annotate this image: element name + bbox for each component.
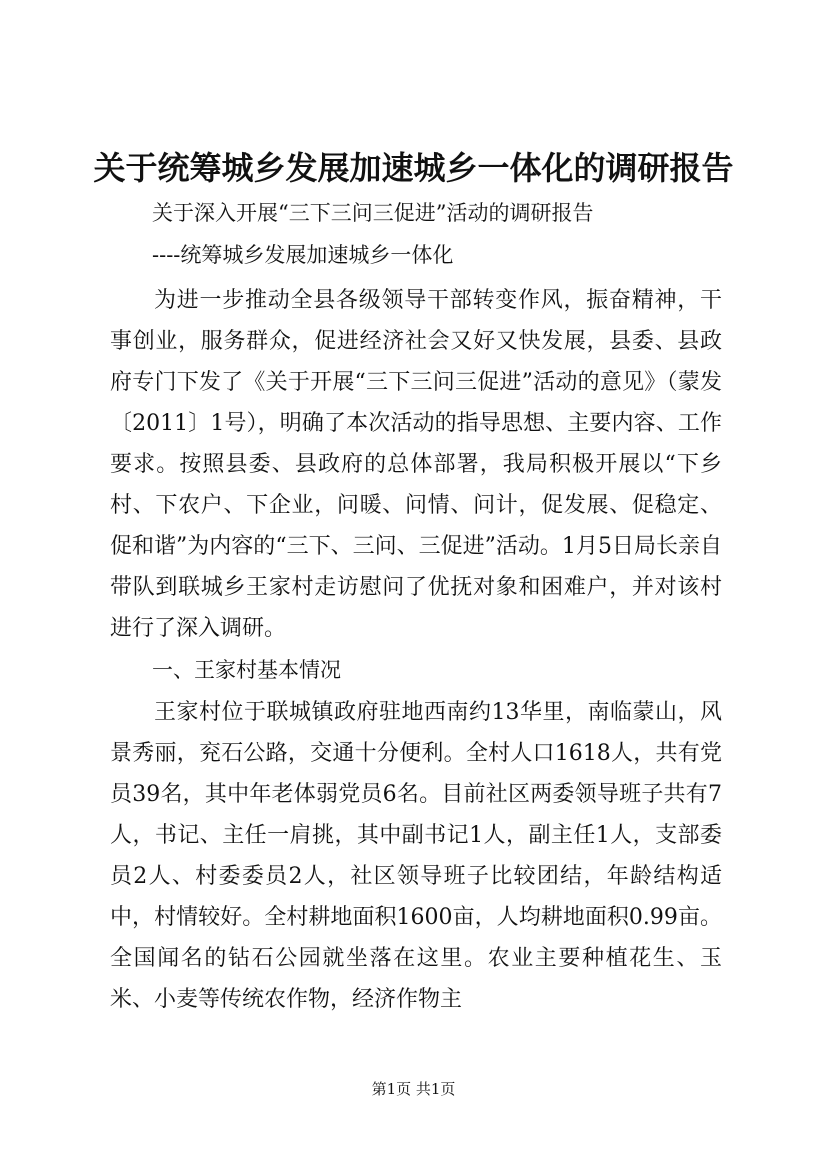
page-footer: 第1页 共1页	[371, 1080, 456, 1098]
document-subtitle-2: ----统筹城乡发展加速城乡一体化	[152, 243, 454, 267]
paragraph-intro: 为进一步推动全县各级领导干部转变作风，振奋精神，干事创业，服务群众，促进经济社会又好又快发展，县委、县政府专门下发了《关于开展“三下三问三促进”活动的意见》（蒙发〔2011〕1号），明确了本次活动的指导思想、主要内容、工作要求。按照县委、县政府的总体部署，我局积极开展以“下乡村、下农户、下企业，问暖、问情、问计，促发展、促稳定、促和谐”为内容的“三下、三问、三促进”活动。1月5日局长亲自带队到联城乡王家村走访慰问了优抚对象和困难户，并对该村进行了深入调研。	[110, 288, 722, 641]
document-subtitle: 关于深入开展“三下三问三促进”活动的调研报告	[152, 201, 594, 225]
paragraph-basic-info: 王家村位于联城镇政府驻地西南约13华里，南临蒙山，风景秀丽，兖石公路，交通十分便利。全村人口1618人，共有党员39名，其中年老体弱党员6名。目前社区两委领导班子共有7人，书记、主任一肩挑，其中副书记1人，副主任1人，支部委员2人、村委委员2人，社区领导班子比较团结，年龄结构适中，村情较好。全村耕地面积1600亩，人均耕地面积0.99亩。全国闻名的钻石公园就坐落在这里。农业主要种植花生、玉米、小麦等传统农作物，经济作物主	[110, 700, 722, 1012]
document-title: 关于统筹城乡发展加速城乡一体化的调研报告	[93, 149, 734, 187]
section-heading: 一、王家村基本情况	[152, 658, 341, 682]
